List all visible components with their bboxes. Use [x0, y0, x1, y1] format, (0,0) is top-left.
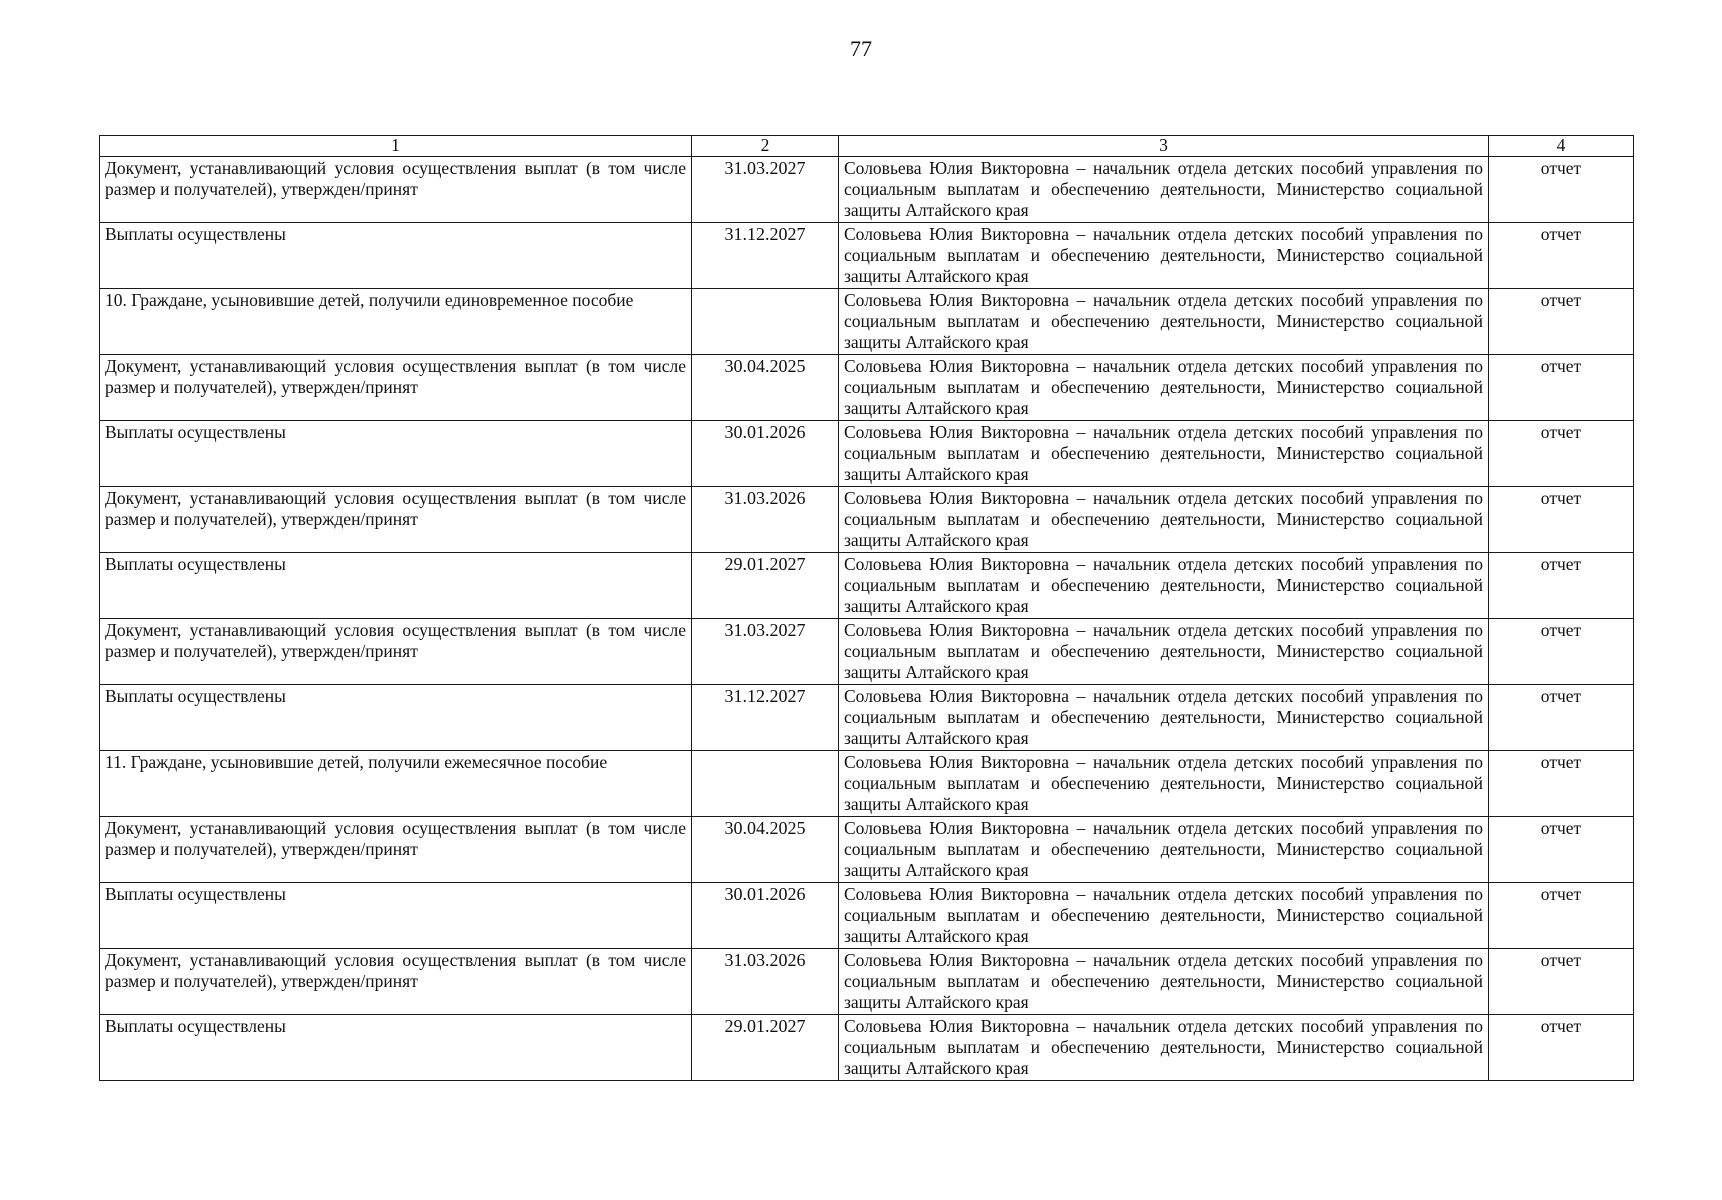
table-header: [100, 136, 1634, 157]
table-row: [100, 223, 1634, 289]
table-row: [100, 949, 1634, 1015]
report-type: отчет: [1489, 883, 1634, 949]
report-type: отчет: [1489, 157, 1634, 223]
task-description: Документ, устанавливающий условия осуществления выплат (в том числе размер и получателей), утвержден/принят: [100, 949, 692, 1015]
responsible-person: Соловьева Юлия Викторовна – начальник отдела детских пособий управления по социальным выплатам и обеспечению деятельности, Министерство социальной защиты Алтайского края: [839, 619, 1489, 685]
table-row: [100, 1015, 1634, 1081]
due-date: 31.12.2027: [692, 223, 839, 289]
report-type: отчет: [1489, 421, 1634, 487]
responsible-person: Соловьева Юлия Викторовна – начальник отдела детских пособий управления по социальным выплатам и обеспечению деятельности, Министерство социальной защиты Алтайского края: [839, 883, 1489, 949]
table-row: [100, 289, 1634, 355]
due-date: 30.04.2025: [692, 355, 839, 421]
due-date: 29.01.2027: [692, 1015, 839, 1081]
responsible-person: Соловьева Юлия Викторовна – начальник отдела детских пособий управления по социальным выплатам и обеспечению деятельности, Министерство социальной защиты Алтайского края: [839, 685, 1489, 751]
due-date: 30.01.2026: [692, 883, 839, 949]
table-row: [100, 553, 1634, 619]
report-type: отчет: [1489, 355, 1634, 421]
due-date: 30.01.2026: [692, 421, 839, 487]
report-type: отчет: [1489, 223, 1634, 289]
due-date: 31.03.2026: [692, 487, 839, 553]
task-description: Выплаты осуществлены: [100, 685, 692, 751]
due-date: 30.04.2025: [692, 817, 839, 883]
due-date: [692, 751, 839, 817]
table-row: [100, 421, 1634, 487]
report-type: отчет: [1489, 619, 1634, 685]
column-header-2: 2: [692, 136, 839, 157]
task-description: Выплаты осуществлены: [100, 223, 692, 289]
responsible-person: Соловьева Юлия Викторовна – начальник отдела детских пособий управления по социальным выплатам и обеспечению деятельности, Министерство социальной защиты Алтайского края: [839, 949, 1489, 1015]
table-body: [100, 157, 1634, 1081]
table-row: [100, 751, 1634, 817]
due-date: 31.03.2027: [692, 157, 839, 223]
report-type: отчет: [1489, 817, 1634, 883]
due-date: 29.01.2027: [692, 553, 839, 619]
report-type: отчет: [1489, 553, 1634, 619]
task-description: Выплаты осуществлены: [100, 883, 692, 949]
table-row: [100, 157, 1634, 223]
due-date: 31.03.2026: [692, 949, 839, 1015]
responsible-person: Соловьева Юлия Викторовна – начальник отдела детских пособий управления по социальным выплатам и обеспечению деятельности, Министерство социальной защиты Алтайского края: [839, 1015, 1489, 1081]
column-header-1: 1: [100, 136, 692, 157]
plan-table: [99, 135, 1634, 1081]
responsible-person: Соловьева Юлия Викторовна – начальник отдела детских пособий управления по социальным выплатам и обеспечению деятельности, Министерство социальной защиты Алтайского края: [839, 355, 1489, 421]
responsible-person: Соловьева Юлия Викторовна – начальник отдела детских пособий управления по социальным выплатам и обеспечению деятельности, Министерство социальной защиты Алтайского края: [839, 751, 1489, 817]
task-description: Выплаты осуществлены: [100, 553, 692, 619]
responsible-person: Соловьева Юлия Викторовна – начальник отдела детских пособий управления по социальным выплатам и обеспечению деятельности, Министерство социальной защиты Алтайского края: [839, 817, 1489, 883]
task-description: Документ, устанавливающий условия осуществления выплат (в том числе размер и получателей), утвержден/принят: [100, 619, 692, 685]
responsible-person: Соловьева Юлия Викторовна – начальник отдела детских пособий управления по социальным выплатам и обеспечению деятельности, Министерство социальной защиты Алтайского края: [839, 157, 1489, 223]
table-row: [100, 487, 1634, 553]
task-description: Документ, устанавливающий условия осуществления выплат (в том числе размер и получателей), утвержден/принят: [100, 355, 692, 421]
responsible-person: Соловьева Юлия Викторовна – начальник отдела детских пособий управления по социальным выплатам и обеспечению деятельности, Министерство социальной защиты Алтайского края: [839, 223, 1489, 289]
report-type: отчет: [1489, 1015, 1634, 1081]
table-row: [100, 619, 1634, 685]
responsible-person: Соловьева Юлия Викторовна – начальник отдела детских пособий управления по социальным выплатам и обеспечению деятельности, Министерство социальной защиты Алтайского края: [839, 421, 1489, 487]
due-date: [692, 289, 839, 355]
column-header-3: 3: [839, 136, 1489, 157]
report-type: отчет: [1489, 487, 1634, 553]
task-description: Документ, устанавливающий условия осуществления выплат (в том числе размер и получателей), утвержден/принят: [100, 157, 692, 223]
task-description: Выплаты осуществлены: [100, 421, 692, 487]
table-row: [100, 883, 1634, 949]
due-date: 31.12.2027: [692, 685, 839, 751]
responsible-person: Соловьева Юлия Викторовна – начальник отдела детских пособий управления по социальным выплатам и обеспечению деятельности, Министерство социальной защиты Алтайского края: [839, 289, 1489, 355]
table-row: [100, 817, 1634, 883]
page-number: 77: [850, 36, 872, 61]
report-type: отчет: [1489, 949, 1634, 1015]
task-description: Выплаты осуществлены: [100, 1015, 692, 1081]
table-row: [100, 685, 1634, 751]
table-row: [100, 355, 1634, 421]
column-header-4: 4: [1489, 136, 1634, 157]
header-row: [100, 136, 1634, 157]
responsible-person: Соловьева Юлия Викторовна – начальник отдела детских пособий управления по социальным выплатам и обеспечению деятельности, Министерство социальной защиты Алтайского края: [839, 553, 1489, 619]
responsible-person: Соловьева Юлия Викторовна – начальник отдела детских пособий управления по социальным выплатам и обеспечению деятельности, Министерство социальной защиты Алтайского края: [839, 487, 1489, 553]
task-description: 10. Граждане, усыновившие детей, получили единовременное пособие: [100, 289, 692, 355]
task-description: Документ, устанавливающий условия осуществления выплат (в том числе размер и получателей), утвержден/принят: [100, 817, 692, 883]
report-type: отчет: [1489, 289, 1634, 355]
report-type: отчет: [1489, 751, 1634, 817]
due-date: 31.03.2027: [692, 619, 839, 685]
task-description: 11. Граждане, усыновившие детей, получили ежемесячное пособие: [100, 751, 692, 817]
task-description: Документ, устанавливающий условия осуществления выплат (в том числе размер и получателей), утвержден/принят: [100, 487, 692, 553]
report-type: отчет: [1489, 685, 1634, 751]
